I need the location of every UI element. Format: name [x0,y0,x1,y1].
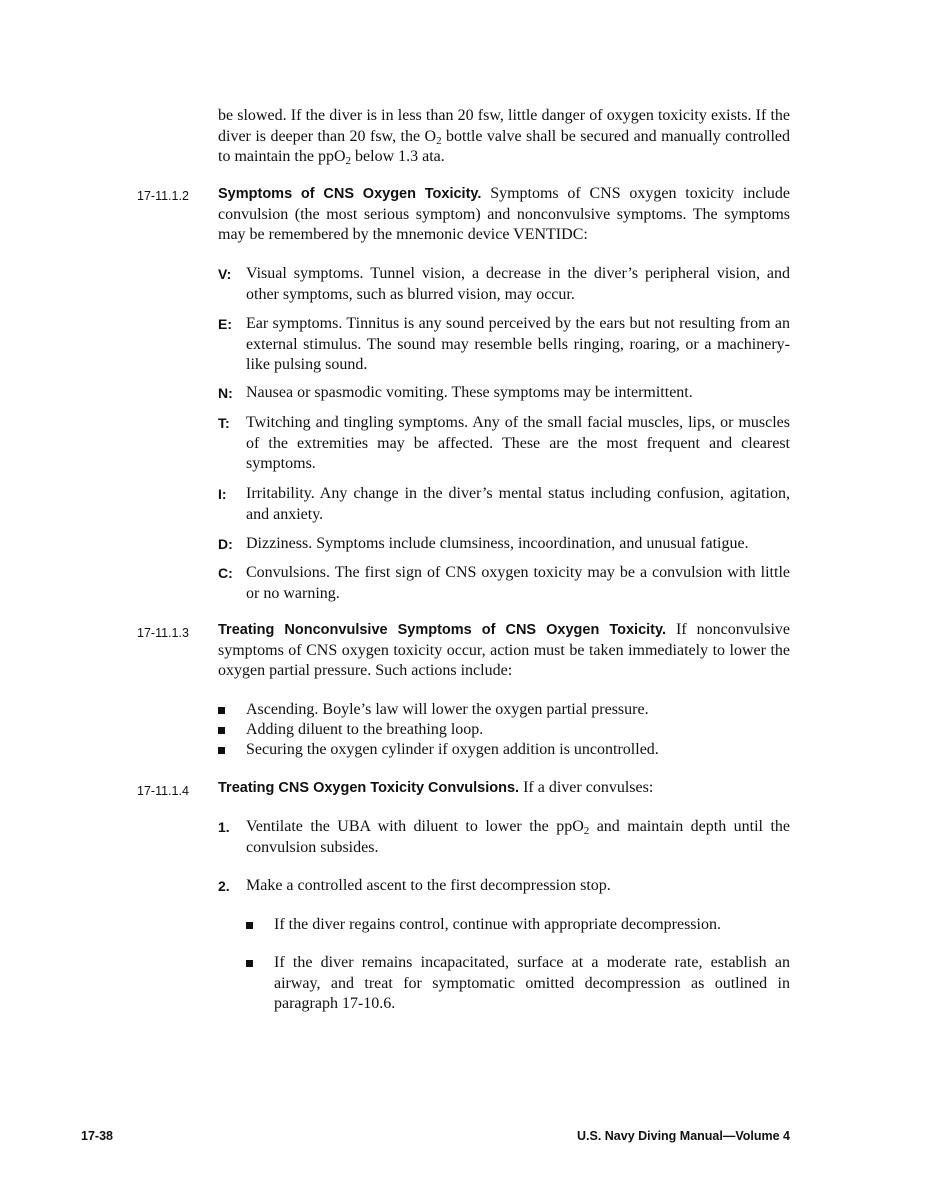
document-title: U.S. Navy Diving Manual—Volume 4 [576,1129,790,1143]
section-paragraph [218,620,790,682]
action-bullet [218,700,790,721]
mnemonic-text: Dizziness. Symptoms include clumsiness, incoordination, and unusual fatigue. [246,535,749,552]
mnemonic-letter: E: [218,316,232,332]
square-bullet-icon [246,960,253,967]
mnemonic-text: Nausea or spasmodic vomiting. These symptoms may be intermittent. [246,384,693,401]
action-bullet [218,740,790,761]
mnemonic-item-d [218,534,790,555]
square-bullet-icon [218,727,225,734]
action-bullet [218,720,790,741]
intro-subscript-2: 2 [345,155,352,167]
intro-paragraph [218,106,790,168]
bullet-text: If the diver remains incapacitated, surface at a moderate rate, establish an airway, and treat for symptomatic omitted decompression as outlined in paragraph 17-10.6. [274,954,790,1012]
bullet-text: If the diver regains control, continue with appropriate decompression. [274,916,721,933]
mnemonic-item-c [218,563,790,604]
sub-bullet [246,953,790,1015]
mnemonic-letter: D: [218,536,233,552]
intro-subscript-1: 2 [436,134,442,147]
mnemonic-item-v [218,264,790,305]
mnemonic-letter: I: [218,486,227,502]
section-heading: Symptoms of CNS Oxygen Toxicity. [218,186,482,202]
mnemonic-item-n [218,383,790,404]
mnemonic-text: Irritability. Any change in the diver’s mental status including confusion, agitation, and anxiety. [246,485,790,523]
square-bullet-icon [218,747,225,754]
page-number: 17-38 [81,1129,113,1143]
step-number: 1. [218,819,230,835]
mnemonic-text: Ear symptoms. Tinnitus is any sound perceived by the ears but not resulting from an external stimulus. The sound may resemble bells ringing, roaring, or a machinery-like pulsing sound. [246,315,790,373]
section-text: Symptoms of CNS oxygen toxicity include convulsion (the most serious symptom) and nonconvulsive symptoms. The symptoms may be remembered by the mnemonic device VENTIDC: [218,185,790,243]
square-bullet-icon [246,922,253,929]
mnemonic-item-t [218,413,790,475]
mnemonic-text: Visual symptoms. Tunnel vision, a decrease in the diver’s peripheral vision, and other symptoms, such as blurred vision, may occur. [246,265,790,303]
section-text: If nonconvulsive symptoms of CNS oxygen toxicity occur, action must be taken immediately to lower the oxygen partial pressure. Such actions include: [218,621,790,679]
section-text: If a diver convulses: [519,779,654,796]
step-item-1 [218,817,790,858]
mnemonic-text: Twitching and tingling symptoms. Any of the small facial muscles, lips, or muscles of the extremities may be affected. These are the most frequent and clearest symptoms. [246,414,790,472]
section-paragraph [218,778,790,799]
step-item-2 [218,876,790,897]
step-text-2: and maintain depth until the convulsion subsides. [246,818,791,856]
section-paragraph [218,184,790,246]
section-number: 17-11.1.2 [137,189,189,203]
mnemonic-letter: T: [218,415,230,431]
mnemonic-letter: V: [218,266,232,282]
step-text-1: Ventilate the UBA with diluent to lower the ppO [246,818,584,835]
bullet-text: Ascending. Boyle’s law will lower the oxygen partial pressure. [246,701,649,718]
step-subscript: 2 [583,825,590,837]
mnemonic-item-i [218,484,790,525]
section-number: 17-11.1.4 [137,784,189,798]
step-text: Make a controlled ascent to the first decompression stop. [246,877,611,894]
mnemonic-letter: N: [218,385,233,401]
section-heading: Treating Nonconvulsive Symptoms of CNS Oxygen Toxicity. [218,622,667,638]
sub-bullet [246,915,790,936]
step-text [246,817,790,858]
intro-text-3: below 1.3 ata. [351,148,445,165]
square-bullet-icon [218,707,225,714]
mnemonic-item-e [218,314,790,376]
mnemonic-text: Convulsions. The first sign of CNS oxygen toxicity may be a convulsion with little or no warning. [246,564,790,602]
bullet-text: Securing the oxygen cylinder if oxygen addition is uncontrolled. [246,741,659,758]
mnemonic-letter: C: [218,565,233,581]
section-number: 17-11.1.3 [137,626,189,640]
bullet-text: Adding diluent to the breathing loop. [246,721,484,738]
step-number: 2. [218,878,230,894]
intro-text-2: bottle valve shall be secured and manually controlled to maintain the ppO [218,127,790,165]
intro-text-1: be slowed. If the diver is in less than 20 fsw, little danger of oxygen toxicity exists. If the diver is deeper than 20 fsw, the O [218,107,790,145]
section-heading: Treating CNS Oxygen Toxicity Convulsions. [218,780,520,796]
